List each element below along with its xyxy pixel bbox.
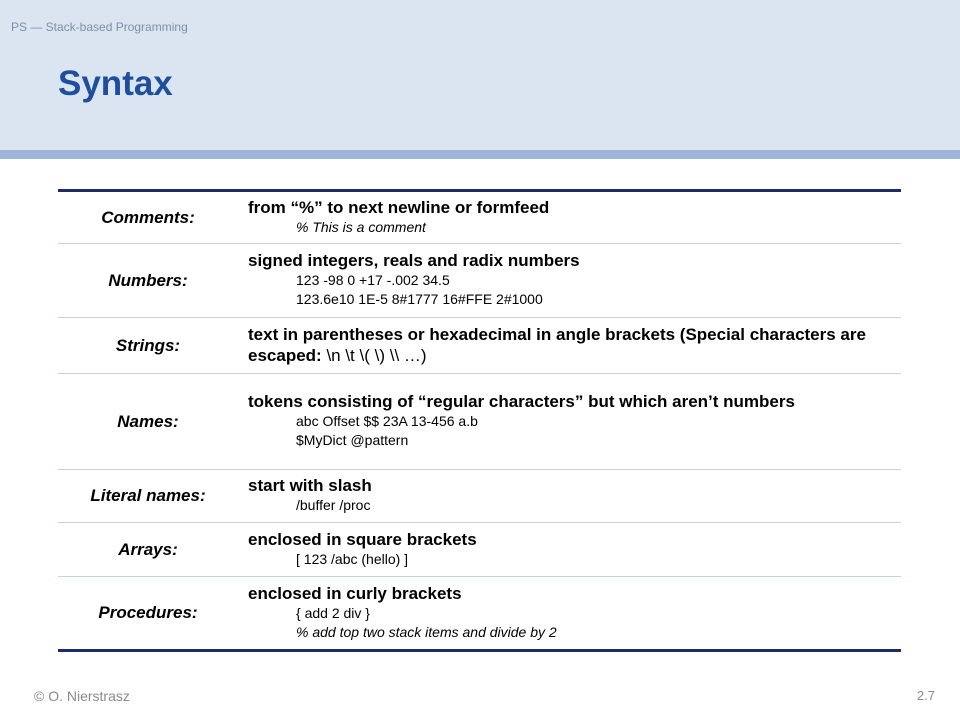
example-line: % This is a comment (296, 218, 426, 235)
example-line: /buffer /proc (296, 497, 371, 513)
row-label: Arrays: (58, 523, 238, 577)
table-row (58, 191, 901, 244)
syntax-table (58, 189, 901, 652)
table-row (58, 318, 901, 374)
row-label: Names: (58, 374, 238, 470)
description-text: enclosed in square brackets (248, 529, 477, 549)
row-description (238, 244, 901, 318)
row-description (238, 523, 901, 577)
example-line: $MyDict @pattern (296, 432, 409, 448)
description-text: start with slash (248, 476, 372, 495)
example-line: 123.6e10 1E-5 8#1777 16#FFE 2#1000 (296, 291, 543, 307)
table-row (58, 523, 901, 577)
row-label: Comments: (58, 191, 238, 244)
description-text: enclosed in curly brackets (248, 583, 462, 603)
row-description (238, 318, 901, 374)
copyright: © O. Nierstrasz (34, 688, 130, 704)
course-title: PS — Stack-based Programming (11, 20, 188, 34)
example-line: abc Offset $$ 23A 13-456 a.b (296, 413, 478, 429)
escape-sequences: \n \t \( \) \\ …) (326, 345, 427, 365)
row-label: Literal names: (58, 470, 238, 523)
description-text: signed integers, reals and radix numbers (248, 251, 580, 270)
row-label: Procedures: (58, 577, 238, 651)
description-main: text in parentheses or hexadecimal in angle brackets (Special characters are escaped: (248, 324, 866, 365)
description-text: from “%” to next newline or formfeed (248, 197, 550, 217)
row-description (238, 470, 901, 523)
example-line: [ 123 /abc (hello) ] (296, 550, 409, 567)
table-row (58, 470, 901, 523)
header-divider (0, 150, 960, 159)
description-text: tokens consisting of “regular characters” but which aren’t numbers (248, 392, 795, 411)
example-line: % add top two stack items and divide by 2 (296, 623, 557, 640)
table-row (58, 374, 901, 470)
row-description (238, 191, 901, 244)
row-description (238, 577, 901, 651)
page-number: 2.7 (916, 688, 935, 703)
example-line: { add 2 div } (296, 604, 370, 621)
row-label: Strings: (58, 318, 238, 374)
table-row (58, 244, 901, 318)
example-line: 123 -98 0 +17 -.002 34.5 (296, 272, 450, 288)
slide-title: Syntax (58, 64, 173, 103)
table-row (58, 577, 901, 651)
description-text (248, 324, 893, 366)
row-description (238, 374, 901, 470)
row-label: Numbers: (58, 244, 238, 318)
